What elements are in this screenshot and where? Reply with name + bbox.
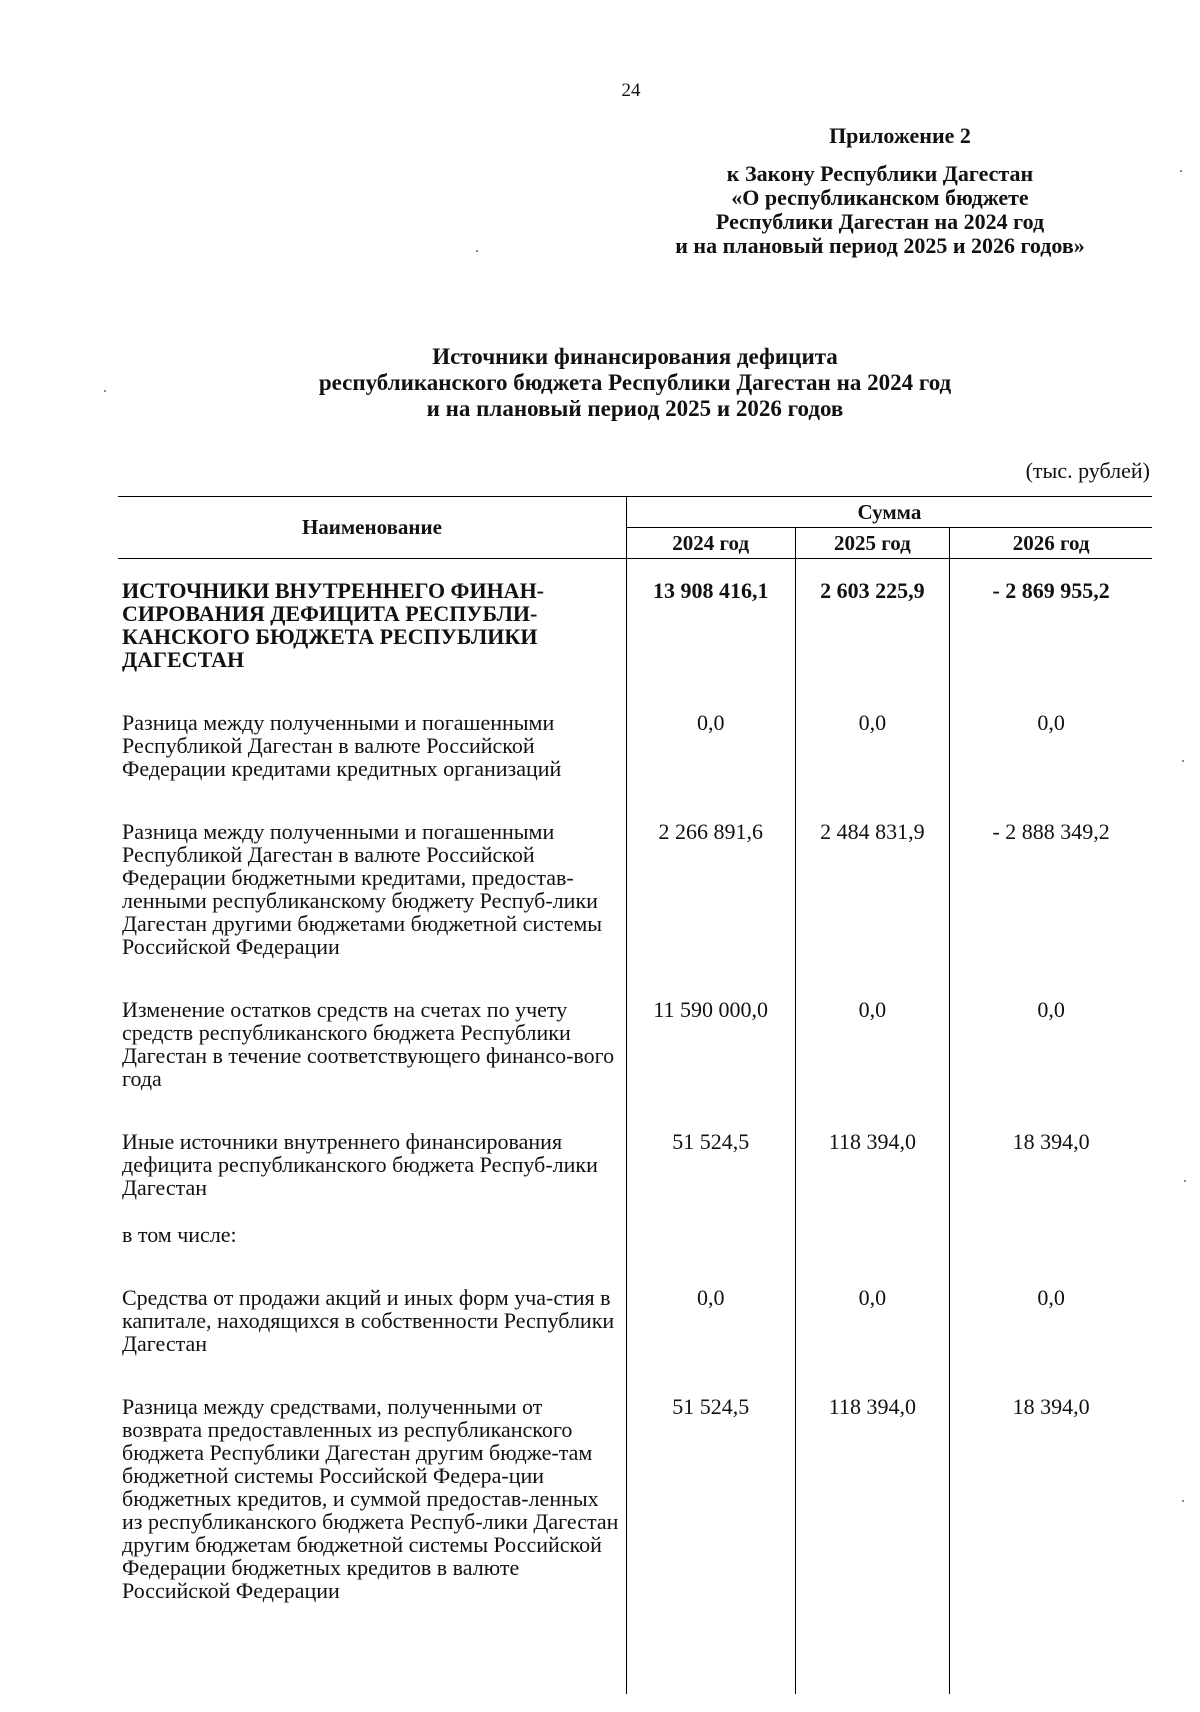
table-row (118, 559, 1152, 692)
appendix-header (600, 124, 1160, 258)
value-2024: 0,0 (626, 1266, 795, 1375)
row-name: Разница между полученными и погашенными Республикой Дагестан в валюте Российской Федерации бюджетными кредитами, предостав-ленными республиканскому бюджету Респуб-лики Дагестан другими бюджетами бюджетной системы Российской Федерации (118, 800, 626, 978)
value-2024: 0,0 (626, 691, 795, 800)
row-name: Изменение остатков средств на счетах по учету средств республиканского бюджета Республики Дагестан в течение соответствующего финансо-вого года (118, 978, 626, 1110)
table-row (118, 691, 1152, 800)
value-2024: 11 590 000,0 (626, 978, 795, 1110)
spacer-cell (950, 1622, 1152, 1694)
table-row (118, 1110, 1152, 1219)
header-year-2025: 2025 год (795, 528, 950, 559)
appendix-line: и на плановый период 2025 и 2026 годов» (675, 233, 1085, 258)
document-title (200, 344, 1070, 422)
title-line: республиканского бюджета Республики Дагестан на 2024 год (318, 370, 952, 395)
header-year-2026: 2026 год (950, 528, 1152, 559)
value-2025 (795, 1219, 950, 1266)
table-row (118, 1266, 1152, 1375)
financing-sources-table (118, 496, 1152, 1694)
table-row (118, 1375, 1152, 1622)
header-name: Наименование (118, 497, 626, 559)
row-name: Разница между средствами, полученными от возврата предоставленных из республиканского бюджета Республики Дагестан другим бюдже-там бюджетной системы Российской Федера-ции бюджетных кредитов, и суммой предостав-ленных из республиканского бюджета Респуб-лики Дагестан другим бюджетам бюджетной системы Российской Федерации бюджетных кредитов в валюте Российской Федерации (118, 1375, 626, 1622)
spacer-cell (795, 1622, 950, 1694)
units-note: (тыс. рублей) (1025, 458, 1150, 483)
row-name: в том числе: (118, 1219, 626, 1266)
value-2026: 18 394,0 (1012, 1129, 1090, 1154)
table-row (118, 978, 1152, 1110)
value-2025: 118 394,0 (795, 1375, 950, 1622)
value-2025: 2 603 225,9 (795, 559, 950, 692)
table-spacer-row (118, 1622, 1152, 1694)
scan-speck (1184, 1180, 1186, 1182)
row-name: Иные источники внутреннего финансирования дефицита республиканского бюджета Респуб-лики Дагестан (118, 1110, 626, 1219)
value-2025: 0,0 (795, 691, 950, 800)
scan-speck (1182, 760, 1184, 762)
value-2025: 2 484 831,9 (795, 800, 950, 978)
row-name: ИСТОЧНИКИ ВНУТРЕННЕГО ФИНАН-СИРОВАНИЯ ДЕФИЦИТА РЕСПУБЛИ-КАНСКОГО БЮДЖЕТА РЕСПУБЛИКИ ДАГЕСТАН (118, 559, 626, 692)
value-2026: - 2 869 955,2 (992, 578, 1110, 603)
appendix-label: Приложение 2 (829, 123, 971, 148)
row-name: Разница между полученными и погашенными Республикой Дагестан в валюте Российской Федерации кредитами кредитных организаций (118, 691, 626, 800)
header-year-2024: 2024 год (626, 528, 795, 559)
table-row (118, 800, 1152, 978)
value-2025: 118 394,0 (795, 1110, 950, 1219)
value-2025: 0,0 (795, 978, 950, 1110)
value-2026: - 2 888 349,2 (992, 819, 1110, 844)
value-2024 (626, 1219, 795, 1266)
appendix-line: «О республиканском бюджете (731, 185, 1029, 210)
value-2024: 51 524,5 (626, 1110, 795, 1219)
value-2024: 2 266 891,6 (626, 800, 795, 978)
scan-speck (476, 250, 478, 252)
value-2024: 13 908 416,1 (626, 559, 795, 692)
value-2026: 0,0 (1037, 997, 1065, 1022)
title-line: и на плановый период 2025 и 2026 годов (426, 396, 844, 421)
value-2026 (950, 1219, 1152, 1266)
scan-speck (1182, 1500, 1184, 1502)
row-name: Средства от продажи акций и иных форм уча-стия в капитале, находящихся в собственности Республики Дагестан (118, 1266, 626, 1375)
page-number: 24 (621, 80, 641, 101)
title-line: Источники финансирования дефицита (432, 344, 838, 369)
value-2025: 0,0 (795, 1266, 950, 1375)
appendix-line: Республики Дагестан на 2024 год (715, 209, 1045, 234)
spacer-cell (626, 1622, 795, 1694)
appendix-line: к Закону Республики Дагестан (726, 161, 1034, 186)
table-row (118, 1219, 1152, 1266)
spacer-cell (118, 1622, 626, 1694)
value-2026: 18 394,0 (1012, 1394, 1090, 1419)
value-2026: 0,0 (1037, 710, 1065, 735)
value-2024: 51 524,5 (626, 1375, 795, 1622)
scan-speck (104, 390, 106, 392)
scan-speck (1180, 170, 1182, 172)
header-sum: Сумма (626, 497, 1152, 528)
value-2026: 0,0 (1037, 1285, 1065, 1310)
